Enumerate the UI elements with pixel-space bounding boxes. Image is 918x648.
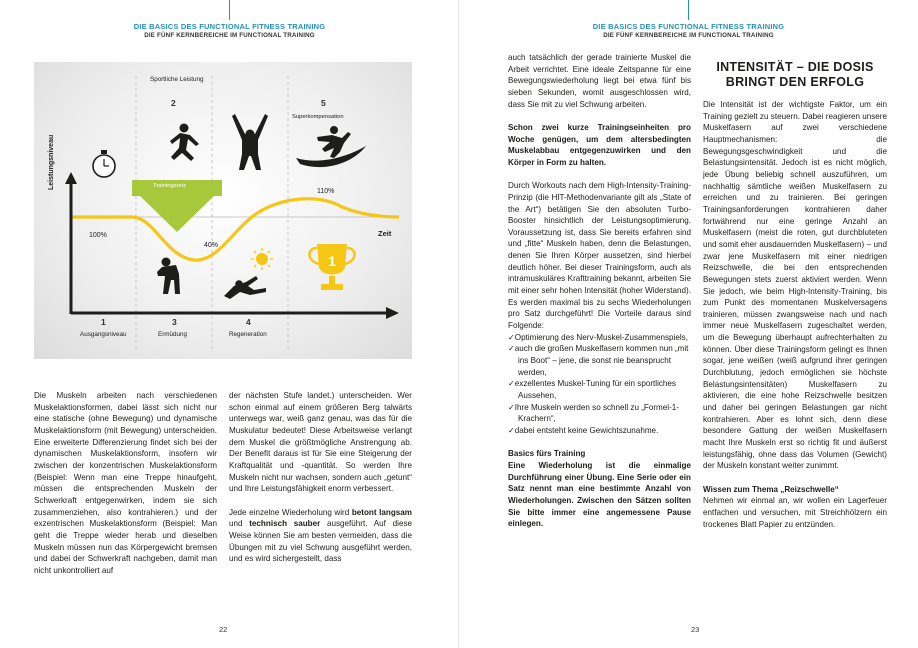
running-head-left [0,22,459,39]
stopwatch-icon [93,150,115,177]
tired-man-icon [157,258,180,295]
paragraph: der nächsten Stufe landet.) unterscheiden. Wer schon einmal auf einem größeren Berg talwärts unterwegs war, weiß ganz genau, was das für die Muskulatur bedeutet! Diese Arbeitsweise verlangt dem Muskel die größtmögliche Anstrengung ab. Der Benefit daraus ist für Sie eine Steigerung der Kraftqualität und -quantität. So werden Ihre Muskeln nicht nur wachsen, sondern auch „getunt“ und Ihre Leistungsfähigkeit enorm verbessert. [229,391,412,494]
left-column-2 [229,390,412,565]
top-label: Sportliche Leistung [150,76,204,83]
checklist-item: ✓Ihre Muskeln werden so schnell zu „Formel-1-Krachern“, [508,402,679,424]
phase-4-label: Regeneration [229,331,267,338]
phase-2-number: 2 [171,98,176,108]
paragraph: Durch Workouts nach dem High-Intensity-Training-Prinzip (die HIT-Methodenvariante gilt als „State of the Art“) betätigen Sie den absoluten Turbo-Booster hinsichtlich der Leistungsoptimierung. Voraussetzung ist, dass Sie bereits erfahren sind und „fitte“ Muskeln haben, denn die Belastungen, denen Sie Ihren Körper aussetzen, sind hierbei deutlich höher. Bei dieser Trainingsform, auch als intramuskuläres Krafttraining bekannt, arbeiten Sie mit einer sehr hohen Intensität (hoher Widerstand). Es werden maximal bis zu sechs Wiederholungen pro Satz durchgeführt! Die Vorteile daraus sind Folgende: [508,181,691,331]
checklist-item: ✓auch die großen Muskelfasern kommen nun „mit ins Boot“ – jene, die sonst nie beansprucht werden, [508,344,689,377]
surfer-icon [296,126,366,167]
performance-curve [72,199,399,260]
basics-heading: Basics fürs Training [508,449,586,459]
svg-text:1: 1 [328,253,336,269]
right-column-1 [508,52,691,530]
phase-1-number: 1 [101,317,106,327]
running-head-subtitle: DIE FÜNF KERNBEREICHE IM FUNCTIONAL TRAINING [603,32,774,39]
y-axis-arrowhead [65,172,77,184]
cheering-man-icon [232,114,268,170]
phase-3-number: 3 [172,317,177,327]
paragraph: Die Intensität ist der wichtigste Faktor, um ein Training gezielt zu steuern. Dabei reagieren unsere Muskelfasern auf zwei verschiedene Hauptmechanismen: die Bewegungsgeschwindigkeit und die Belastungsintensität. Jedoch ist es nicht möglich, jede Übung beliebig schnell auszuführen, um nachhaltig sämtliche weißen Muskelfasern zu erreichen und zu trainieren. Bei geringen Trainingsanforderungen kontrahieren daher fortwährend nur eine geringe Anzahl an Muskelfasern (meist die roten, gut durchbluteten und somit eher ausdauernden Muskelfasern) – und zwar jene Muskelfasern mit einer niedrigen Reizschwelle, die bei den entsprechenden Bewegungen stets zuerst aktiviert werden. Wenn Sie jedoch, wie beim High-Intensity-Training, bis zum Punkt des momentanen Muskelversagens trainieren, müssen zwangsweise nach und nach immer neue Muskelfasern zugeschaltet werden, um die Bewegung überhaupt aufrechterhalten zu können. Über diese Trainingsform gelingt es Ihnen sogar, jene weißen (weiß aufgrund ihrer geringen Durchblutung, jedoch ermöglichen sie höchste Belastungsintensitäten) Muskelfasern zu aktivieren, die eine hohe Reizschwelle besitzen und daher bei geringen Belastungen gar nicht kontrahieren. Aber es lohnt sich, denn diese besondere Gattung der weißen Muskelfasern macht Ihre Muskeln erst so richtig fit und äußerst leistungsfähig, ohne dass das Volumen (Gewicht) der Muskeln konstant weiter zunimmt. [703,100,887,471]
phase-1-label: Ausgangsniveau [80,331,127,338]
diagram-graphics [34,62,412,359]
phase-5-number: 5 [321,98,326,108]
phase-4-number: 4 [246,317,251,327]
text-run: und [229,519,250,529]
section-heading: INTENSITÄT – DIE DOSIS [716,60,874,74]
y-axis-label: Leistungsniveau [48,134,55,190]
paragraph: Nehmen wir einmal an, wir wollen ein Lagerfeuer entfachen und versuchen, mit Streichhölzern ein trockenes Blatt Papier zu entzünden. [703,496,887,529]
page-number-left: 22 [219,625,228,634]
running-head-title: DIE BASICS DES FUNCTIONAL FITNESS TRAINING [592,22,785,31]
bold-paragraph: Schon zwei kurze Trainingseinheiten pro Woche genügen, um dem altersbedingten Muskelabbau entgegenzuwirken und den Körper in Form zu halten. [508,122,691,167]
text-run: ausgeführt. Auf diese Weise können Sie am besten vermeiden, dass die Übungen mit zu viel Schwung ausgeführt werden, und es wird sichergestellt, dass [229,519,412,564]
trophy-icon [309,244,354,290]
bold-run: betont langsam [351,507,412,517]
resting-man-icon [224,276,266,299]
text-run: Jede einzelne Wiederholung wird [229,507,352,517]
arrow-label: Trainingsreiz [153,183,186,189]
percent-40: 40% [204,242,219,249]
x-axis-arrowhead [386,307,399,319]
section-heading: BRINGT DEN ERFOLG [725,74,865,89]
checklist-item: ✓dabei entsteht keine Gewichtszunahme. [508,425,659,435]
phase-5-label: Superkompensation [292,114,344,120]
running-head-rule [688,0,689,20]
paragraph: Die Muskeln arbeiten nach verschiedenen Muskelaktionsformen, dabei lässt sich nicht nur eine statische (ohne Bewegung) und dynamische Muskelaktionsform (mit Bewegung) unterscheiden. Eine erweiterte Differenzierung findet sich bei der dynamischen Muskelaktionsform, insofern wir zwischen der konzentrischen Muskelaktionsform (Beispiel: Wenn man eine Treppe hinaufgeht, müssen die entsprechenden Muskeln der Schwerkraft entgegenwirken, indem sie sich zusammenziehen, also kontrahieren.) und der exzentrischen Muskelaktionsform (Beispiel: Man geht die Treppe wieder herab und dieselben Muskeln müssen nun das Körpergewicht bremsen und dabei der Schwerkraft nachgeben, damit man nicht unkontrolliert auf [34,391,217,575]
percent-110: 110% [317,188,335,195]
running-head-rule [229,0,230,20]
right-page [459,0,918,648]
knowledge-heading: Wissen zum Thema „Reizschwelle“ [703,484,839,494]
supercompensation-diagram [34,62,412,359]
running-head-title: DIE BASICS DES FUNCTIONAL FITNESS TRAINING [133,22,326,31]
checklist-item: ✓Optimierung des Nerv-Muskel-Zusammenspiels, [508,332,688,342]
right-column-2 [703,60,887,530]
left-column-1 [34,390,217,577]
paragraph [229,507,412,565]
phase-3-label: Ermüdung [158,331,188,338]
bold-run: technisch sauber [249,519,321,529]
runner-icon [170,124,199,162]
running-head-right [459,22,918,39]
x-axis-label: Zeit [378,229,392,238]
sun-icon [251,248,273,270]
page-number-right: 23 [691,625,700,634]
paragraph: auch tatsächlich der gerade trainierte Muskel die Arbeit verrichtet. Eine ideale Zeitspanne für eine Bewegungswiederholung liegt bei etwa fünf bis sieben Sekunden, womit ausgeschlossen wird, dass Sie mit zu viel Schwung arbeiten. [508,53,691,109]
running-head-subtitle: DIE FÜNF KERNBEREICHE IM FUNCTIONAL TRAINING [144,32,315,39]
basics-paragraph: Eine Wiederholung ist die einmalige Durchführung einer Übung. Eine Serie oder ein Satz nennt man eine bestimmte Anzahl von Wiederholungen. Zwischen den Sätzen sollten Sie bitte immer eine angemessene Pause einlegen. [508,460,691,529]
percent-100: 100% [89,232,107,239]
checklist-item: ✓exzellentes Muskel-Tuning für ein sportliches Aussehen, [508,379,676,400]
